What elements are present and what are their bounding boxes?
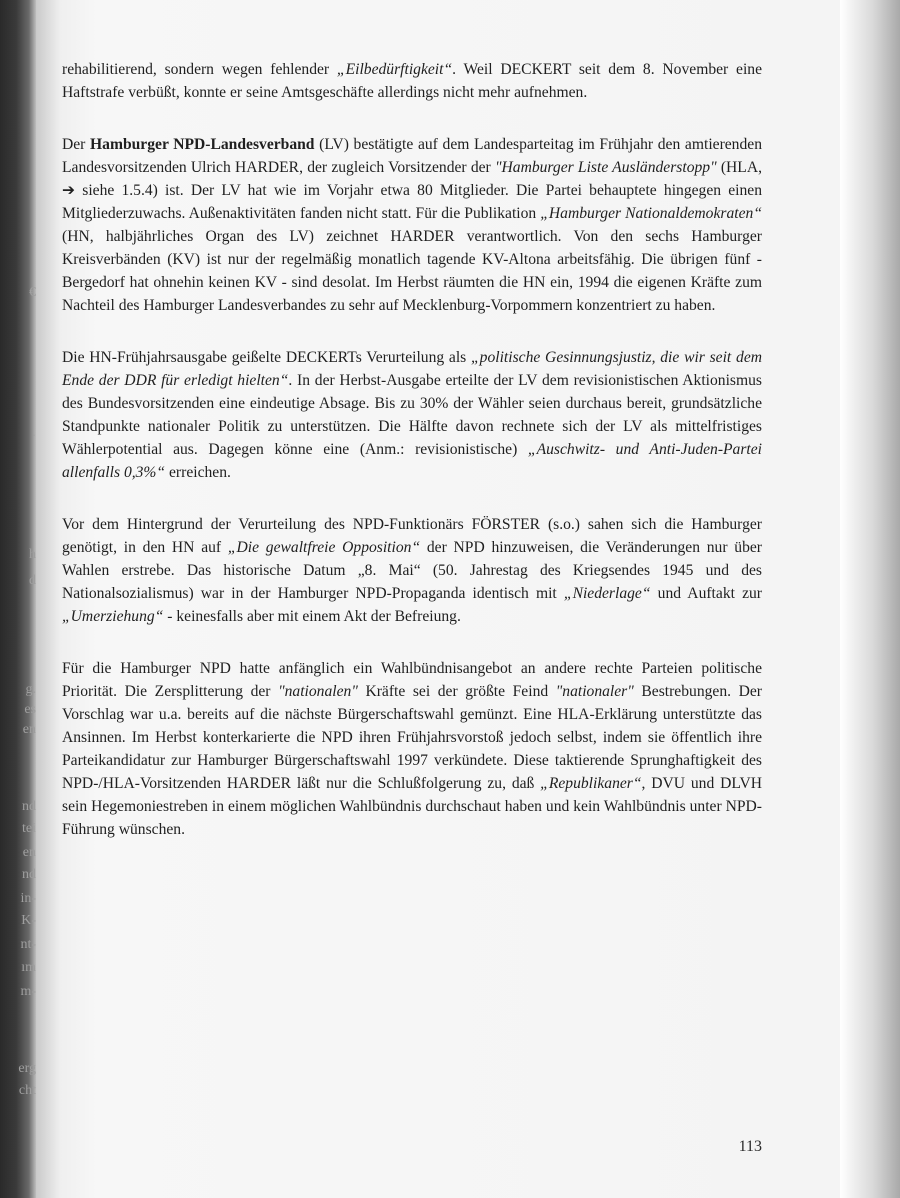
quoted-term: „Republikaner“ [540, 775, 642, 792]
quoted-term: „Niederlage“ [563, 585, 651, 602]
quoted-term: "nationaler" [555, 683, 634, 700]
text-run: - keinesfalls aber mit einem Akt der Befreiung. [163, 608, 461, 625]
facing-fragment: nt- [20, 937, 36, 952]
text-run: (HLA, [716, 159, 762, 176]
quoted-term: „politische Gesinnungsjustiz, die wir seit dem Ende der DDR für erledigt hielten“ [62, 349, 762, 389]
quoted-term: „Hamburger Nationaldemokraten“ [540, 205, 762, 222]
quoted-term: „Die gewaltfreie Opposition“ [227, 539, 421, 556]
facing-fragment: h [29, 547, 36, 562]
paragraph [62, 513, 762, 628]
paragraph [62, 133, 762, 317]
text-run: siehe 1.5.4) ist. Der LV hat wie im Vorjahr etwa 80 Mitglieder. Die Partei behauptete hingegen einen Mitgliederzuwachs. Außenaktivitäten fanden nicht statt. Für die Publikation [62, 182, 762, 222]
facing-fragment: m- [20, 984, 36, 999]
facing-fragment: nd [22, 867, 36, 882]
right-edge-shadow [840, 0, 900, 1198]
paragraph [62, 657, 762, 841]
text-run: , DVU und DLVH sein Hegemoniestreben in einem möglichen Wahlbündnis durchschaut haben und kein Wahlbündnis unter NPD-Führung wünschen. [62, 775, 762, 838]
facing-fragment: en [22, 722, 36, 737]
quoted-term: "Hamburger Liste Ausländerstopp" [494, 159, 717, 176]
facing-fragment: es [24, 702, 36, 717]
text-run: Vor dem Hintergrund der Verurteilung des NPD-Funktionärs FÖRSTER (s.o.) sahen sich die Hamburger genötigt, in den HN auf [62, 516, 762, 556]
facing-fragment: in- [20, 891, 36, 906]
page-number: 113 [738, 1138, 762, 1155]
text-run: (LV) bestätigte auf dem Landesparteitag im Frühjahr den amtierenden Landesvorsitzenden Ulrich HARDER, der zugleich Vorsitzender der [62, 136, 762, 176]
paragraph [62, 58, 762, 104]
facing-fragment: cht [18, 1083, 36, 1098]
text-run: und Auftakt zur [650, 585, 762, 602]
text-run: Die HN-Frühjahrsausgabe geißelte DECKERTs Verurteilung als [62, 349, 471, 366]
text-run: (HN, halbjährliches Organ des LV) zeichnet HARDER verantwortlich. Von den sechs Hamburger Kreisverbänden (KV) ist nur der regelmäßig monatlich tagende KV-Altona arbeitsfähig. Die übrigen fünf - Bergedorf hat ohnehin keinen KV - sind desolat. Im Herbst räumten die HN ein, 1994 die eigenen Kräfte zum Nachteil des Hamburger Landesverbandes zu sehr auf Mecklenburg-Vorpommern konzentriert zu haben. [62, 228, 762, 314]
facing-fragment: en [22, 845, 36, 860]
quoted-term: „Umerziehung“ [62, 608, 164, 625]
paragraph [62, 346, 762, 484]
text-run: Kräfte sei der größte Feind [357, 683, 556, 700]
text-run: der NPD hinzuweisen, die Veränderungen nur über Wahlen erstrebe. Das historische Datum „8. Mai“ (50. Jahrestag des Kriegsendes 1945 und des Nationalsozialismus) war in der Hamburger NPD-Propaganda identisch mit [62, 539, 763, 602]
text-run: Für die Hamburger NPD hatte anfänglich ein Wahlbündnisangebot an andere rechte Parteien politische Priorität. Die Zersplitterung der [62, 660, 762, 700]
facing-fragment: · [31, 429, 36, 444]
facing-fragment: d [29, 573, 36, 588]
quoted-term: „Eilbedürftigkeit“ [336, 61, 453, 78]
cross-reference-arrow-icon: ➔ [62, 182, 76, 199]
text-run: Der [62, 136, 91, 153]
text-run: Bestrebungen. Der Vorschlag war u.a. bereits auf die nächste Bürgerschaftswahl gemünzt. Eine HLA-Erklärung unterstützte das Ansinnen. Im Herbst konterkarierte die NPD ihren Frühjahrsvorstoß jedoch selbst, indem sie öffentlich ihre Parteikandidatur zur Hamburger Bürgerschaftswahl 1997 verkündete. Diese taktierende Sprunghaftigkeit des NPD-/HLA-Vorsitzenden HARDER läßt nur die Schlußfolgerung zu, daß [62, 683, 762, 792]
facing-fragment: € [29, 285, 36, 300]
text-run: erreichen. [165, 464, 231, 481]
text-run: . Weil DECKERT seit dem 8. November eine Haftstrafe verbüßt, konnte er seine Amtsgeschäfte allerdings nicht mehr aufnehmen. [62, 61, 762, 101]
facing-fragment: K- [21, 913, 36, 928]
facing-page-fragments [0, 0, 36, 1198]
body-text [62, 58, 762, 841]
text-run: . In der Herbst-Ausgabe erteilte der LV dem revisionistischen Aktionismus des Bundesvorsitzenden eine eindeutige Absage. Bis zu 30% der Wähler seien durchaus bereit, grundsätzliche Standpunkte nationaler Politik zu unterstützen. Die Hälfte davon rechnete sich der LV als mittelfristiges Wählerpotential aus. Dagegen könne eine (Anm.: revisionistische) [62, 372, 762, 458]
facing-fragment: g. [25, 682, 36, 697]
facing-fragment: nd [22, 799, 36, 814]
facing-fragment: tei [22, 821, 36, 836]
facing-fragment: erg [18, 1061, 36, 1076]
quoted-term: "nationalen" [278, 683, 358, 700]
text-run: rehabilitierend, sondern wegen fehlender [62, 61, 337, 78]
quoted-term: „Auschwitz- und Anti-Juden-Partei allenfalls 0,3%“ [62, 441, 762, 481]
bold-term: Hamburger NPD-Landesverband [90, 136, 315, 153]
facing-fragment: ım [21, 960, 36, 975]
